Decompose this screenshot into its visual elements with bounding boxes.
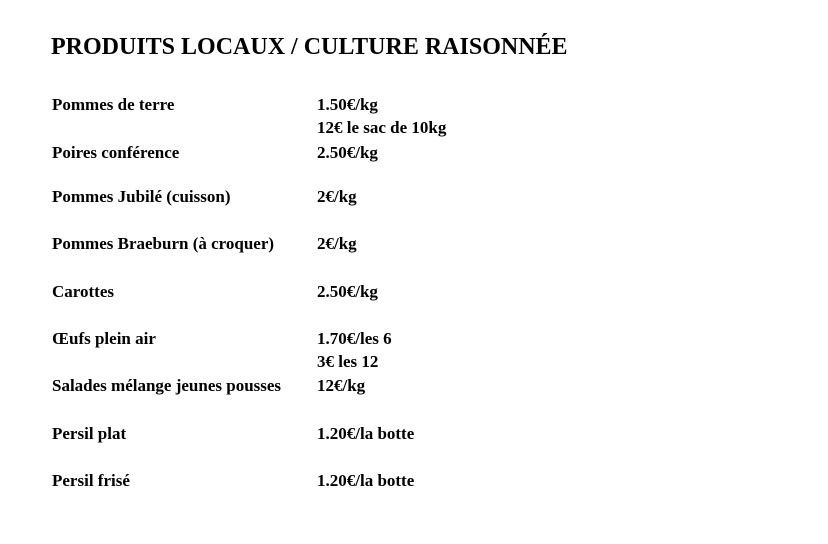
product-name-oeufs-plein-air: Œufs plein air [52,329,156,348]
product-name-poires-conference: Poires conférence [52,143,180,162]
product-price-salades: 12€/kg [317,376,366,395]
product-price-persil-plat: 1.20€/la botte [317,424,415,443]
product-name-persil-frise: Persil frisé [52,471,130,490]
product-price-oeufs-plein-air: 1.70€/les 6 [317,329,392,348]
page-title: PRODUITS LOCAUX / CULTURE RAISONNÉE [51,34,568,60]
product-name-pommes-de-terre: Pommes de terre [52,95,175,114]
product-price-extra-oeufs-plein-air: 3€ les 12 [317,352,379,371]
product-name-pommes-jubile: Pommes Jubilé (cuisson) [52,187,231,206]
product-name-salades: Salades mélange jeunes pousses [52,376,282,395]
product-name-pommes-braeburn: Pommes Braeburn (à croquer) [52,234,275,253]
product-price-extra-pommes-de-terre: 12€ le sac de 10kg [317,118,447,137]
product-price-poires-conference: 2.50€/kg [317,143,378,162]
product-price-carottes: 2.50€/kg [317,282,378,301]
product-name-carottes: Carottes [52,282,114,301]
product-name-persil-plat: Persil plat [52,424,127,443]
product-price-pommes-braeburn: 2€/kg [317,234,357,253]
product-price-persil-frise: 1.20€/la botte [317,471,415,490]
product-price-pommes-jubile: 2€/kg [317,187,357,206]
product-price-pommes-de-terre: 1.50€/kg [317,95,378,114]
